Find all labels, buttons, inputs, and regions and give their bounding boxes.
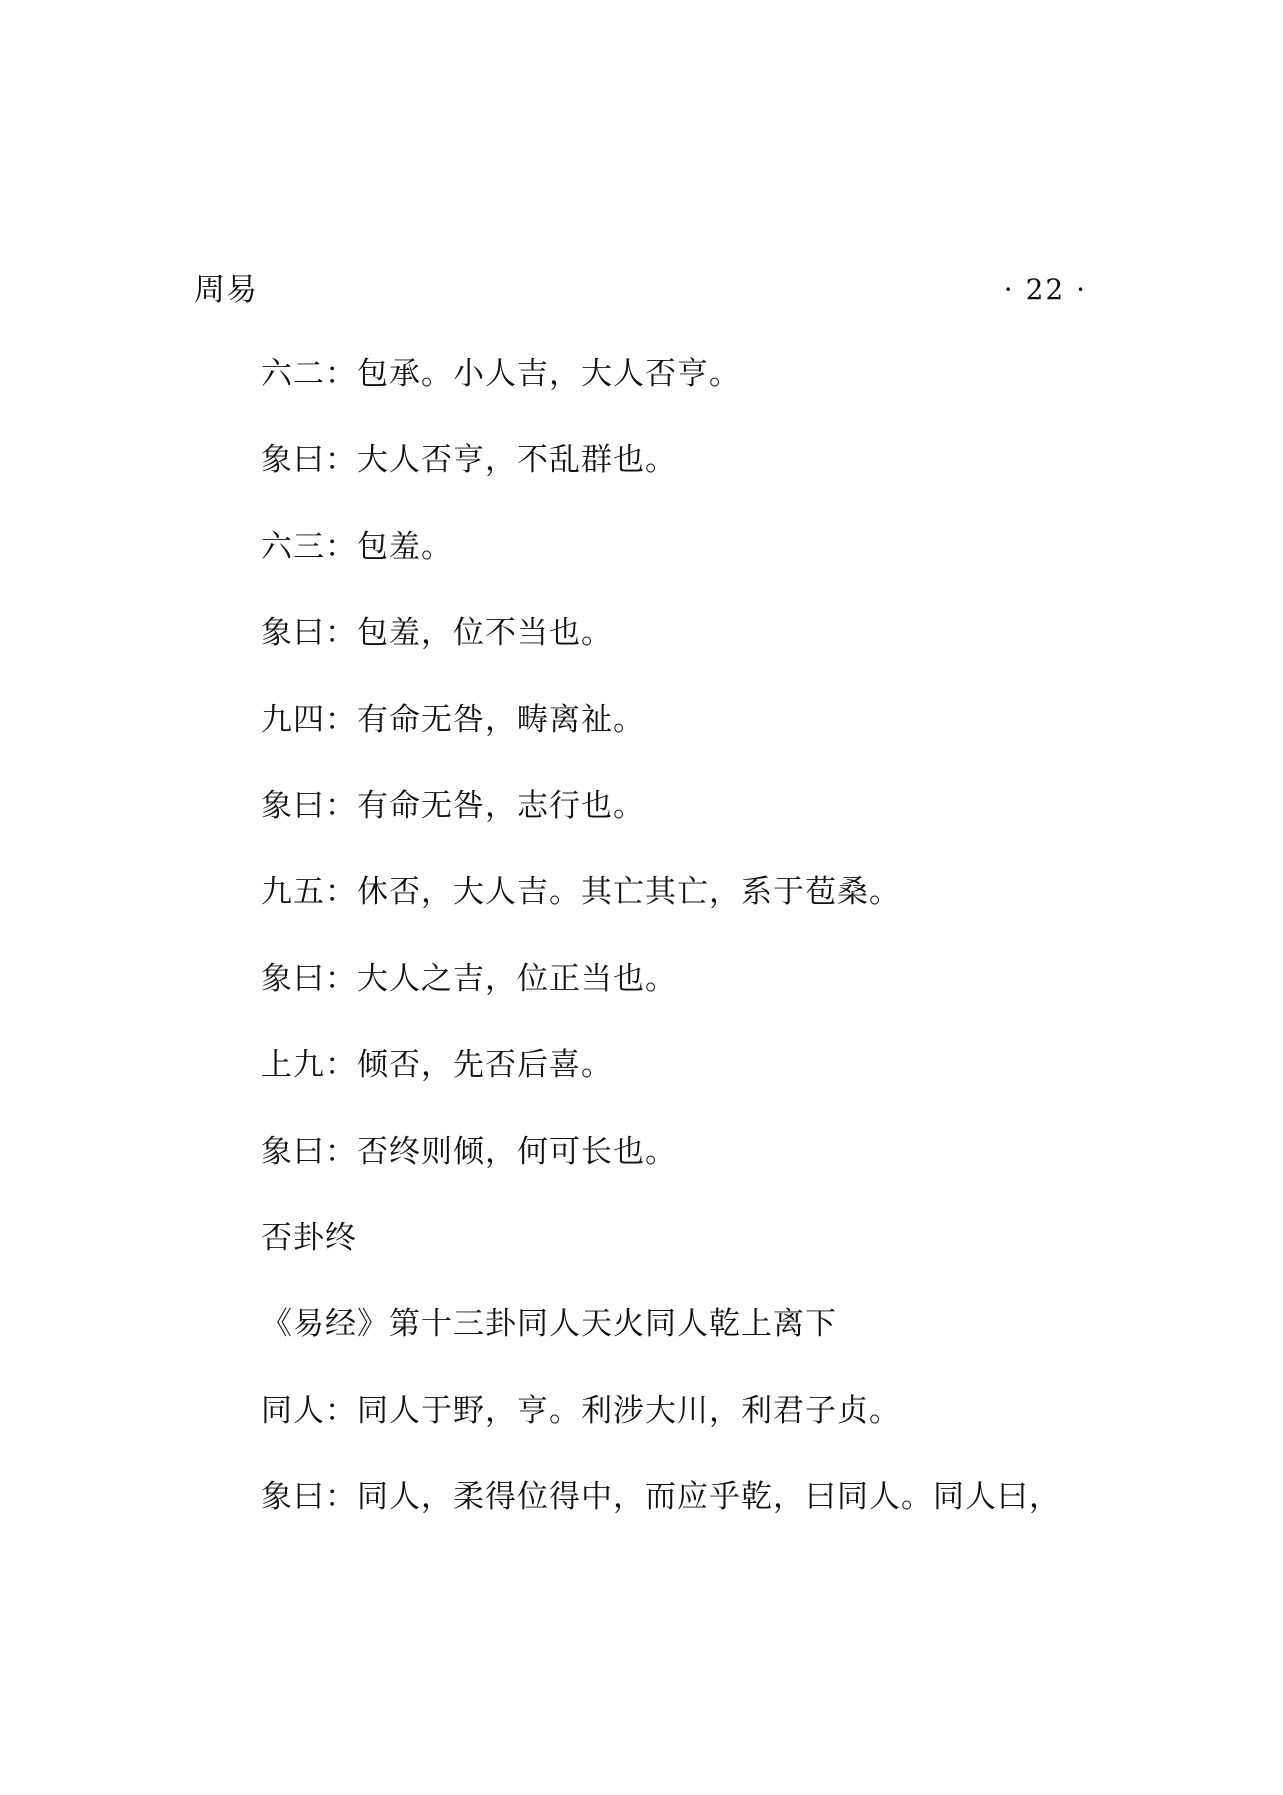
section-end-line: 否卦终	[261, 1219, 357, 1256]
text-line: 九四：有命无咎，畴离祉。	[261, 701, 645, 738]
chapter-heading-line: 《易经》第十三卦同人天火同人乾上离下	[261, 1306, 837, 1343]
text-line: 上九：倾否，先否后喜。	[261, 1047, 613, 1084]
text-line: 象曰：有命无咎，志行也。	[261, 787, 645, 824]
text-line: 九五：休否，大人吉。其亡其亡，系于苞桑。	[261, 874, 901, 911]
running-header-title: 周易	[194, 272, 258, 308]
text-line: 象曰：大人否亨，不乱群也。	[261, 442, 677, 479]
body-text	[261, 352, 1121, 1561]
text-line: 六二：包承。小人吉，大人否亨。	[261, 356, 741, 392]
page-number: · 22 ·	[1003, 273, 1087, 306]
text-line: 象曰：大人之吉，位正当也。	[261, 960, 677, 997]
text-line: 象曰：包羞，位不当也。	[261, 615, 613, 652]
text-line: 六三：包羞。	[261, 528, 453, 565]
text-line: 同人：同人于野，亨。利涉大川，利君子贞。	[261, 1392, 901, 1429]
text-line: 象曰：否终则倾，何可长也。	[261, 1133, 677, 1170]
text-line: 象曰：同人，柔得位得中，而应乎乾，曰同人。同人曰，	[261, 1479, 1061, 1516]
